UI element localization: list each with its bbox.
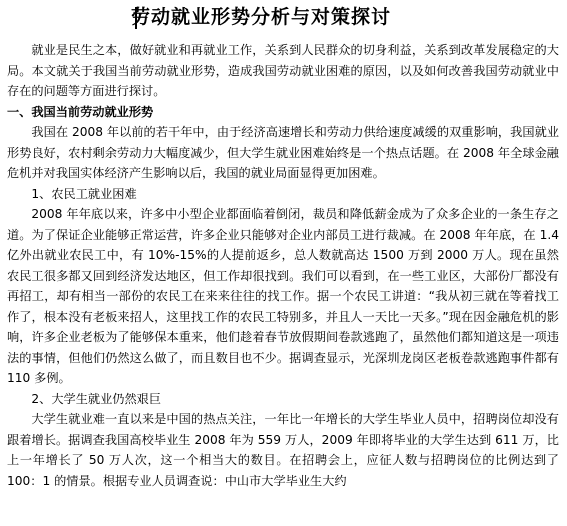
section-paragraph-employment-situation: 我国在 2008 年以前的若干年中，由于经济高速增长和劳动力供给速度减缓的双重影响，我国就业形势良好，农村剩余劳动力大幅度减少，但大学生就业困难始终是一个热点话题。在 2008 年全球金融危机并对我国实体经济产生影响以后，我国的就业局面显得更加困难。 — [7, 125, 559, 180]
subsection-paragraph-migrant-workers: 2008 年年底以来，许多中小型企业都面临着倒闭，裁员和降低薪金成为了众多企业的一条生存之道。为了保证企业能够正常运营，许多企业只能够对企业内部员工进行裁减。在 2008 年年底，在 1.4 亿外出就业农民工中，有 10%-15%的人提前返乡，总人数就高达 1500 万到 2000 万人。现在虽然农民工很多都又回到经济发达地区，但工作却很找到。我们可以看到，在一些工业区，大部份厂都没有再招工，却有相当一部份的农民工在来来往往的找工作。据一个农民工讲道：“我从初三就在等着找工作了，根本没有老板来招人，这里找工作的农民工特别多，并且人一天比一天多。”现在因金融危机的影响，许多企业老板为了能够保本重来，他们趁着春节放假期间卷款逃跑了，虽然他们都知道这是一项违法的事情，但他们仍然这么做了，而且数目也不少。据调查显示，光深圳龙岗区老板卷款逃跑事件都有 110 多例。 — [7, 207, 559, 385]
subsection-paragraph-graduates: 大学生就业难一直以来是中国的热点关注，一年比一年增长的大学生毕业人员中，招聘岗位却没有跟着增长。据调查我国高校毕业生 2008 年为 559 万人，2009 年即将毕业的大学生达到 611 万，比上一年增长了 50 万人次，这一个相当大的数目。在招聘会上，应征人数与招聘岗位的比例达到了 100：1 的情景。根据专业人员调查说：中山市大学毕业生大约 — [7, 412, 559, 488]
document-title: 劳动就业形势分析与对策探讨 — [131, 6, 392, 28]
section-heading-employment-situation: 一、我国当前劳动就业形势 — [7, 104, 154, 119]
subsection-heading-graduates: 2、大学生就业仍然艰巨 — [31, 391, 162, 406]
intro-paragraph: 就业是民生之本，做好就业和再就业工作，关系到人民群众的切身利益，关系到改革发展稳定的大局。本文就关于我国当前劳动就业形势，造成我国劳动就业困难的原因，以及如何改善我国劳动就业中存在的问题等方面进行探讨。 — [7, 43, 559, 98]
subsection-heading-migrant-workers: 1、农民工就业困难 — [31, 186, 137, 201]
document-body — [7, 40, 559, 491]
